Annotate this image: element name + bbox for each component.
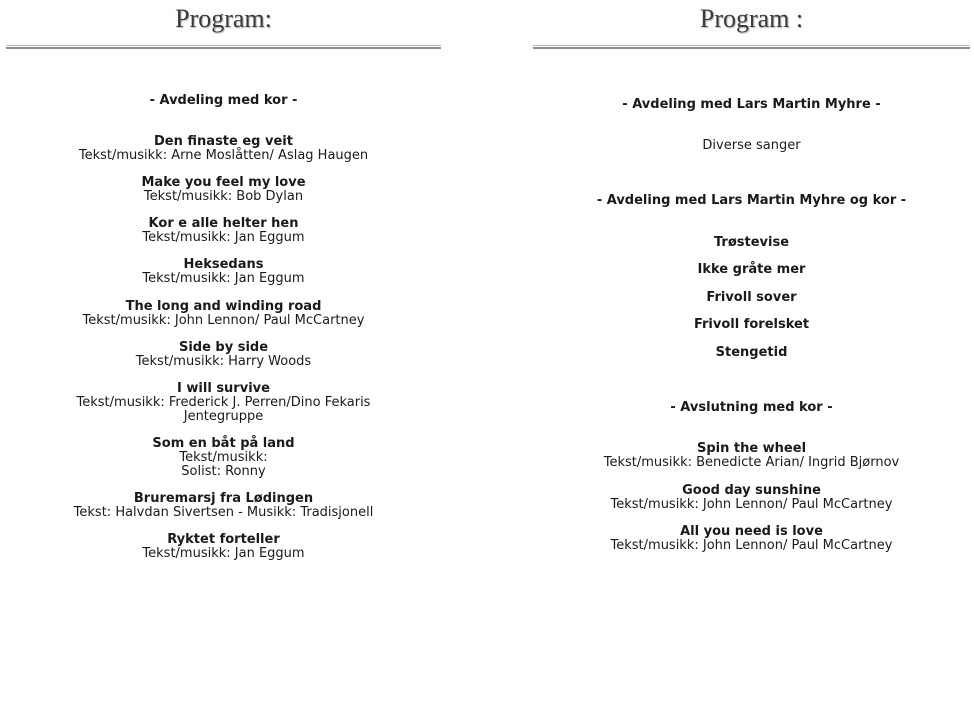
left-page-title: Program: [175, 4, 272, 33]
song-credit: Tekst/musikk: Jan Eggum [142, 271, 305, 286]
song-title: Bruremarsj fra Lødingen [133, 491, 314, 506]
song-performer: Jentegruppe [183, 409, 264, 424]
song-credit: Tekst/musikk: John Lennon/ Paul McCartney [610, 497, 893, 512]
song-title: Make you feel my love [141, 175, 306, 190]
song-title: I will survive [177, 381, 270, 396]
song-title: Good day sunshine [682, 483, 821, 498]
song-title: Frivoll sover [706, 290, 797, 305]
song-title: Den finaste eg veit [154, 134, 293, 149]
right-section-heading-3: - Avslutning med kor - [670, 400, 833, 415]
song-title: Frivoll forelsket [693, 317, 810, 332]
song-credit: Tekst/musikk: Jan Eggum [142, 546, 305, 561]
left-section-heading: - Avdeling med kor - [149, 93, 298, 108]
song-title: All you need is love [680, 524, 823, 539]
song-title: Som en båt på land [152, 436, 295, 451]
song-credit: Tekst/musikk: John Lennon/ Paul McCartney [82, 313, 365, 328]
right-page-title: Program : [699, 4, 804, 33]
song-title: Spin the wheel [696, 441, 807, 456]
song-credit: Tekst: Halvdan Sivertsen - Musikk: Tradisjonell [73, 505, 374, 520]
song-credit: Tekst/musikk: Arne Moslåtten/ Aslag Haugen [78, 148, 369, 163]
song-performer: Solist: Ronny [181, 464, 266, 479]
song-title: Ikke gråte mer [697, 262, 806, 277]
song-credit: Tekst/musikk: Bob Dylan [143, 189, 304, 204]
left-title-rule [6, 45, 441, 49]
song-title: Trøstevise [713, 235, 790, 250]
song-credit: Tekst/musikk: [179, 450, 268, 465]
song-title: Kor e alle helter hen [148, 216, 299, 231]
song-credit: Tekst/musikk: Jan Eggum [142, 230, 305, 245]
song-credit: Tekst/musikk: John Lennon/ Paul McCartney [610, 538, 893, 553]
song-title: Stengetid [715, 345, 788, 360]
song-credit: Tekst/musikk: Benedicte Arian/ Ingrid Bjørnov [603, 455, 900, 470]
song-credit: Tekst/musikk: Harry Woods [135, 354, 312, 369]
section-text: Diverse sanger [702, 138, 801, 153]
song-title: The long and winding road [125, 299, 322, 314]
song-title: Heksedans [183, 257, 264, 272]
song-title: Ryktet forteller [167, 532, 280, 547]
song-credit: Tekst/musikk: Frederick J. Perren/Dino Fekaris [76, 395, 371, 410]
right-section-heading-1: - Avdeling med Lars Martin Myhre - [622, 97, 881, 112]
right-section-heading-2: - Avdeling med Lars Martin Myhre og kor - [596, 193, 907, 208]
right-title-rule [533, 45, 970, 49]
song-title: Side by side [178, 340, 269, 355]
